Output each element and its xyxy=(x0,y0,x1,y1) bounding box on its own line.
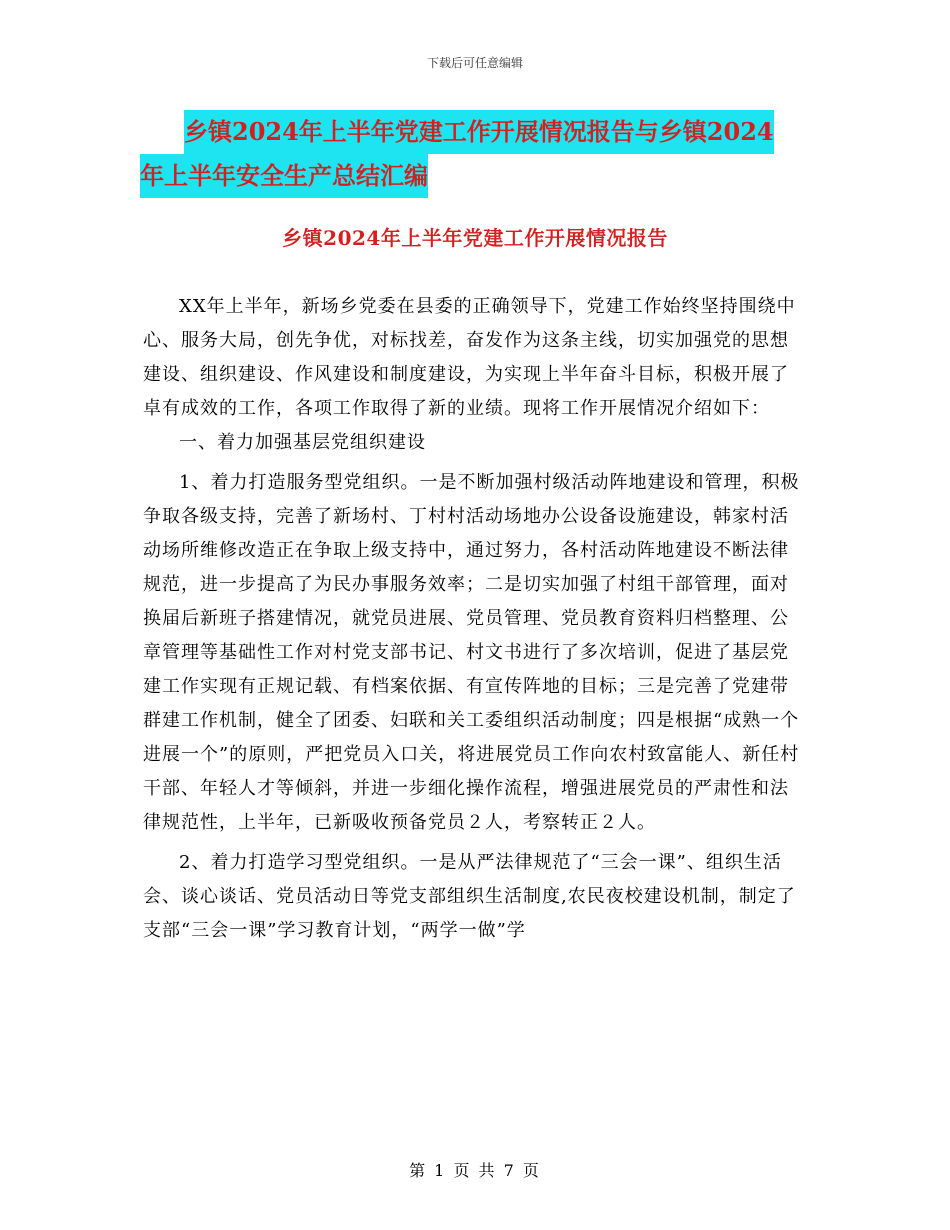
section-title: 乡镇2024年上半年党建工作开展情况报告 xyxy=(282,226,668,250)
paragraph-service-org: 1、着力打造服务型党组织。一是不断加强村级活动阵地建设和管理，积极争取各级支持，完善了新场村、丁村村活动场地办公设备设施建设，韩家村活动场所维修改造正在争取上级支持中，通过努力，各村活动阵地建设不断法律规范，进一步提高了为民办事服务效率；二是切实加强了村组干部管理，面对换届后新班子搭建情况，就党员进展、党员管理、党员教育资料归档整理、公章管理等基础性工作对村党支部书记、村文书进行了多次培训，促进了基层党建工作实现有正规记载、有档案依据、有宣传阵地的目标；三是完善了党建带群建工作机制，健全了团委、妇联和关工委组织活动制度；四是根据“成熟一个进展一个”的原则，严把党员入口关，将进展党员工作向农村致富能人、新任村干部、年轻人才等倾斜，并进一步细化操作流程，增强进展党员的严肃性和法律规范性，上半年，已新吸收预备党员２人，考察转正２人。 xyxy=(143,472,800,833)
page-footer: 第 1 页 共 7 页 xyxy=(409,1161,541,1180)
document-body xyxy=(143,290,803,948)
document-title-line2: 年上半年安全生产总结汇编 xyxy=(140,154,428,198)
paragraph-heading-1: 一、着力加强基层党组织建设 xyxy=(179,432,426,453)
paragraph-intro: XX年上半年，新场乡党委在县委的正确领导下，党建工作始终坚持围绕中心、服务大局，创先争优，对标找差，奋发作为这条主线，切实加强党的思想建设、组织建设、作风建设和制度建设，为实现上半年奋斗目标，积极开展了卓有成效的工作，各项工作取得了新的业绩。现将工作开展情况介绍如下： xyxy=(143,296,796,419)
header-note: 下载后可任意编辑 xyxy=(426,56,523,70)
document-title-line1: 乡镇2024年上半年党建工作开展情况报告与乡镇2024 xyxy=(184,110,774,154)
paragraph-learning-org: 2、着力打造学习型党组织。一是从严法律规范了“三会一课”、组织生活会、谈心谈话、党员活动日等党支部组织生活制度,农民夜校建设机制，制定了支部“三会一课”学习教育计划，“两学一做”学 xyxy=(143,852,796,941)
document-title xyxy=(140,110,820,198)
